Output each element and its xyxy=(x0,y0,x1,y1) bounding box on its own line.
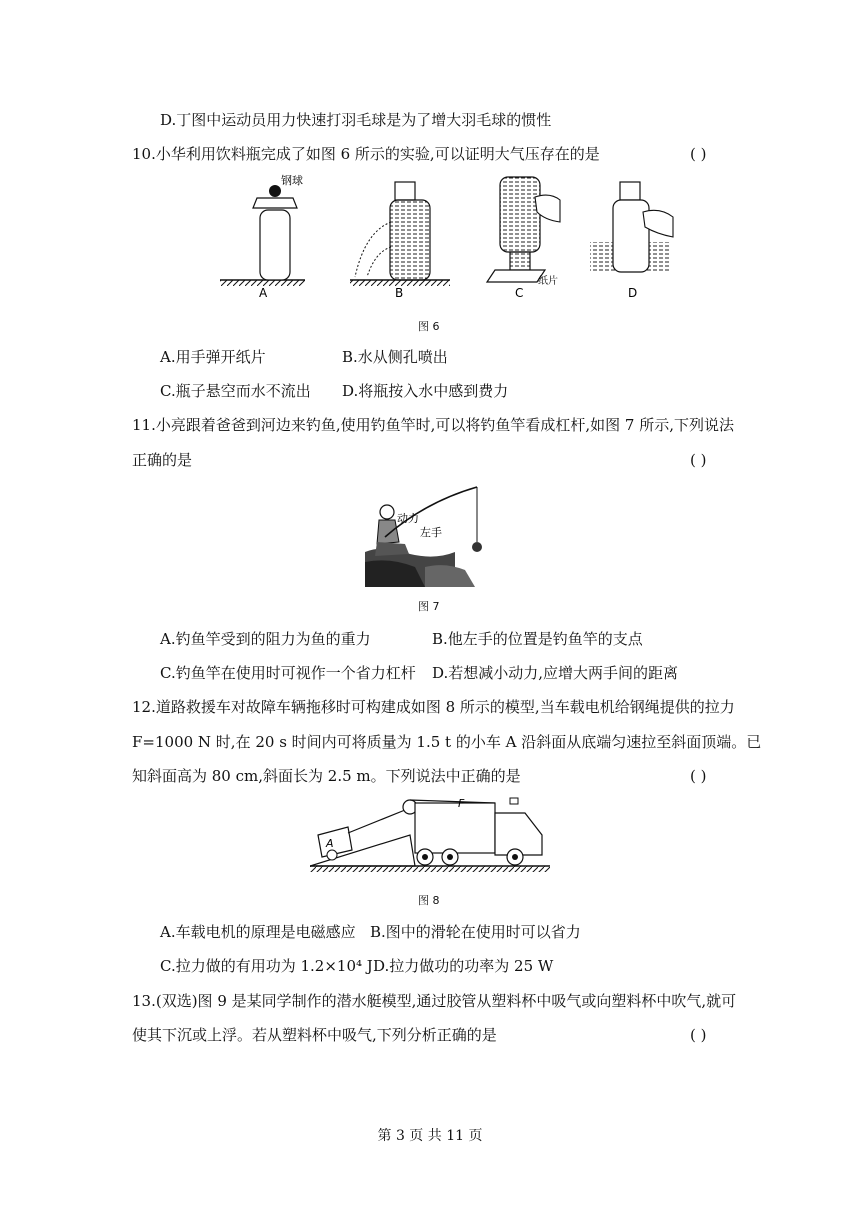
figure-6 xyxy=(215,172,695,302)
q9-option-d: D.丁图中运动员用力快速打羽毛球是为了增大羽毛球的惯性 xyxy=(160,111,552,129)
q11-option-d[interactable]: D.若想减小动力,应增大两手间的距离 xyxy=(432,664,679,682)
q12-option-c[interactable]: C.拉力做的有用功为 1.2×10⁴ J xyxy=(160,957,373,975)
q12-option-b[interactable]: B.图中的滑轮在使用时可以省力 xyxy=(370,923,581,941)
label-steel-ball: 钢球 xyxy=(281,174,303,187)
q11-stem-line2: 正确的是 xyxy=(132,451,193,469)
q12-stem-line3: 知斜面高为 80 cm,斜面长为 2.5 m。下列说法中正确的是 xyxy=(132,767,521,785)
q13-answer-bracket[interactable]: ( ) xyxy=(690,1026,707,1044)
q10-stem: 10.小华利用饮料瓶完成了如图 6 所示的实验,可以证明大气压存在的是 xyxy=(132,145,600,163)
figure-7 xyxy=(365,482,495,587)
q13-stem-line1: 13.(双选)图 9 是某同学制作的潜水艇模型,通过胶管从塑料杯中吸气或向塑料杯中吹气,就可 xyxy=(132,992,737,1010)
panel-d-drawing xyxy=(590,182,673,272)
figure-7-caption: 图 7 xyxy=(418,600,440,613)
panel-label-a: A xyxy=(259,286,268,300)
label-left-hand: 左手 xyxy=(420,526,442,539)
panel-label-c: C xyxy=(515,286,524,300)
q13-stem-line2: 使其下沉或上浮。若从塑料杯中吸气,下列分析正确的是 xyxy=(132,1026,497,1044)
figure-6-caption: 图 6 xyxy=(418,320,440,333)
q10-option-d[interactable]: D.将瓶按入水中感到费力 xyxy=(342,382,509,400)
label-a: A xyxy=(326,837,334,850)
q12-answer-bracket[interactable]: ( ) xyxy=(690,767,707,785)
panel-label-b: B xyxy=(395,286,404,300)
panel-b-drawing xyxy=(350,182,450,286)
q11-option-b[interactable]: B.他左手的位置是钓鱼竿的支点 xyxy=(432,630,643,648)
figure-8-caption: 图 8 xyxy=(418,894,440,907)
label-force: 动力 xyxy=(397,512,419,525)
q12-option-a[interactable]: A.车载电机的原理是电磁感应 xyxy=(160,923,356,941)
q10-option-a[interactable]: A.用手弹开纸片 xyxy=(160,348,266,366)
q12-stem-line2: F=1000 N 时,在 20 s 时间内可将质量为 1.5 t 的小车 A 沿斜面从底端匀速拉至斜面顶端。已 xyxy=(132,733,762,751)
q11-option-a[interactable]: A.钓鱼竿受到的阻力为鱼的重力 xyxy=(160,630,371,648)
q11-answer-bracket[interactable]: ( ) xyxy=(690,451,707,469)
q11-option-c[interactable]: C.钓鱼竿在使用时可视作一个省力杠杆 xyxy=(160,664,416,682)
figure-8 xyxy=(310,795,550,875)
q10-answer-bracket[interactable]: ( ) xyxy=(690,145,707,163)
label-paper: 纸片 xyxy=(538,276,558,287)
panel-a-drawing xyxy=(220,185,305,286)
q10-option-b[interactable]: B.水从侧孔喷出 xyxy=(342,348,448,366)
q12-stem-line1: 12.道路救援车对故障车辆拖移时可构建成如图 8 所示的模型,当车载电机给钢绳提供的拉力 xyxy=(132,698,735,716)
q12-option-d[interactable]: D.拉力做功的功率为 25 W xyxy=(373,957,554,975)
page-number: 第 3 页 共 11 页 xyxy=(377,1128,483,1144)
panel-c-drawing xyxy=(487,177,560,282)
label-f: F xyxy=(458,797,465,810)
q11-stem-line1: 11.小亮跟着爸爸到河边来钓鱼,使用钓鱼竿时,可以将钓鱼竿看成杠杆,如图 7 所示,下列说法 xyxy=(132,416,735,434)
panel-label-d: D xyxy=(628,286,638,300)
q10-option-c[interactable]: C.瓶子悬空而水不流出 xyxy=(160,382,311,400)
